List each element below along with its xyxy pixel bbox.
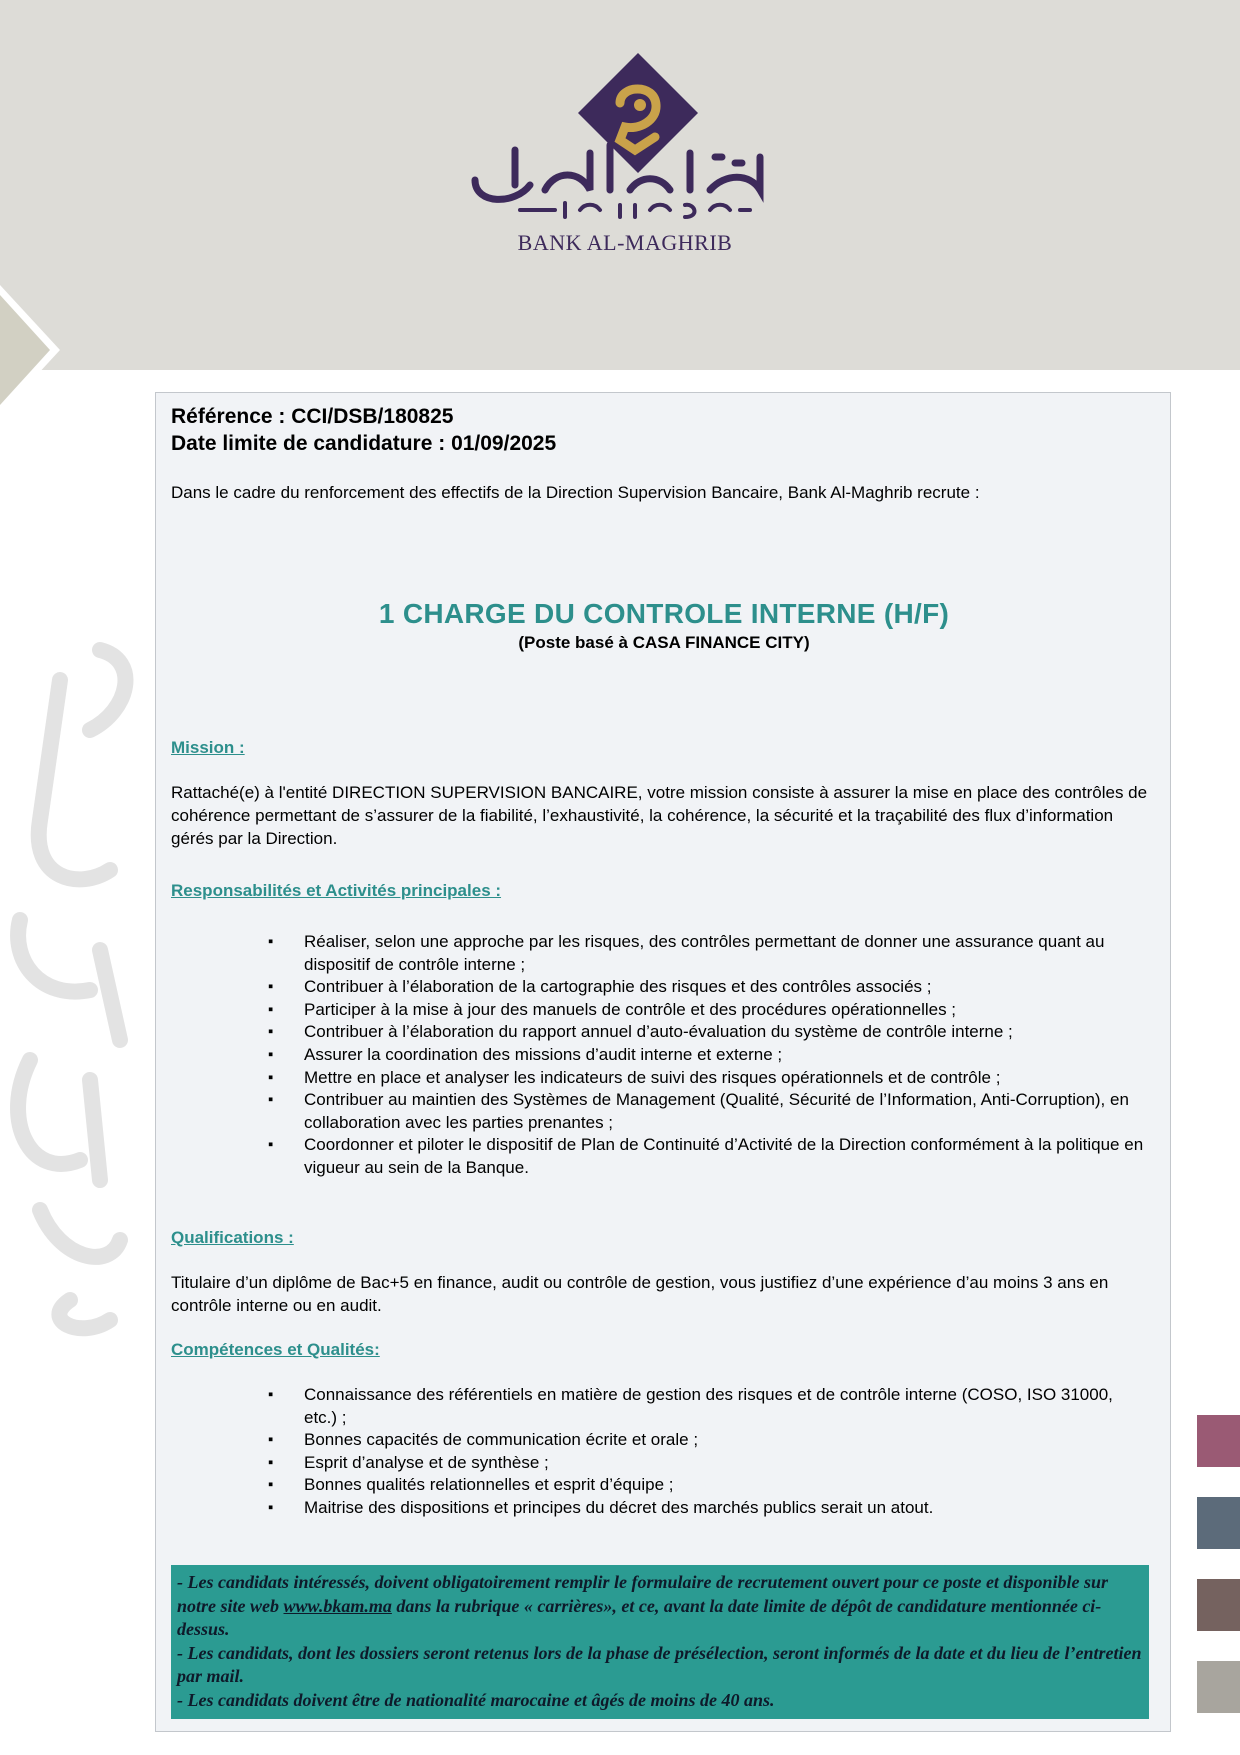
mission-heading: Mission :: [171, 738, 245, 757]
notice-line-1: [177, 1571, 1143, 1642]
logo-emblem-icon: [460, 45, 790, 230]
swatch-3: [1197, 1579, 1240, 1631]
mission-text: Rattaché(e) à l'entité DIRECTION SUPERVISION BANCAIRE, votre mission consiste à assurer la mise en place des contrôles de cohérence permettant de s’assurer de la fiabilité, l’exhaustivité, la cohérence, la sécurité et la traçabilité des flux d’information gérés par la Direction.: [171, 783, 1148, 848]
notice-text: dans la rubrique « carrières», et ce, avant la date limite de dépôt de candidature mentionnée ci-dessus.: [177, 1595, 1102, 1639]
job-title: 1 CHARGE DU CONTROLE INTERNE (H/F): [378, 598, 950, 629]
qualifications-text: Titulaire d’un diplôme de Bac+5 en finance, audit ou contrôle de gestion, vous justifiez d’une expérience d’au moins 3 ans en contrôle interne ou en audit.: [171, 1273, 1109, 1315]
list-item: ▪ Réaliser, selon une approche par les risques, des contrôles permettant de donner une assurance quant au dispositif de contrôle interne ;: [276, 931, 1146, 976]
list-item: ▪ Coordonner et piloter le dispositif de Plan de Continuité d’Activité de la Direction conformément à la politique en vigueur au sein de la Banque.: [276, 1134, 1146, 1179]
job-posting-card: [155, 392, 1171, 1732]
list-item: ▪ Contribuer à l’élaboration de la cartographie des risques et des contrôles associés ;: [276, 976, 1146, 999]
list-item: ▪ Contribuer à l’élaboration du rapport annuel d’auto-évaluation du système de contrôle interne ;: [276, 1021, 1146, 1044]
notice-text: - Les candidats intéressés, doivent obligatoirement remplir le formulaire de recrutement ouvert pour ce poste et disponible sur notre site web: [177, 1572, 1108, 1616]
skills-list: [276, 1384, 1146, 1520]
responsibilities-list: [276, 931, 1146, 1180]
list-item: ▪ Connaissance des référentiels en matière de gestion des risques et de contrôle interne (COSO, ISO 31000, etc.) ;: [276, 1384, 1146, 1429]
bank-logo: [460, 45, 780, 255]
calligraphy-watermark: [0, 620, 150, 1340]
list-item: ▪ Participer à la mise à jour des manuels de contrôle et des procédures opérationnelles ;: [276, 999, 1146, 1022]
side-arrow-decoration: [0, 285, 70, 415]
list-item: ▪ Esprit d’analyse et de synthèse ;: [276, 1452, 1146, 1475]
list-item: ▪ Bonnes capacités de communication écrite et orale ;: [276, 1429, 1146, 1452]
notice-line-2: - Les candidats, dont les dossiers seront retenus lors de la phase de présélection, seront informés de la date et du lieu de l’entretien par mail.: [177, 1642, 1142, 1686]
bank-logo-text: BANK AL-MAGHRIB: [517, 230, 733, 255]
qualifications-heading: Qualifications :: [171, 1228, 294, 1247]
responsibilities-heading: Responsabilités et Activités principales :: [171, 881, 502, 900]
reference-block: [171, 403, 556, 457]
application-notice: [171, 1565, 1149, 1719]
list-item: ▪ Mettre en place et analyser les indicateurs de suivi des risques opérationnels et de contrôle ;: [276, 1067, 1146, 1090]
intro-text: Dans le cadre du renforcement des effectifs de la Direction Supervision Bancaire, Bank Al-Maghrib recrute :: [171, 483, 980, 502]
list-item: ▪ Bonnes qualités relationnelles et esprit d’équipe ;: [276, 1474, 1146, 1497]
notice-line-3: - Les candidats doivent être de nationalité marocaine et âgés de moins de 40 ans.: [177, 1689, 775, 1710]
website-link[interactable]: www.bkam.ma: [283, 1595, 392, 1616]
deadline: Date limite de candidature : 01/09/2025: [171, 432, 557, 455]
skills-heading: Compétences et Qualités:: [171, 1340, 380, 1359]
list-item: ▪ Maitrise des dispositions et principes du décret des marchés publics serait un atout.: [276, 1497, 1146, 1520]
swatch-4: [1197, 1661, 1240, 1713]
job-location: (Poste basé à CASA FINANCE CITY): [518, 633, 810, 652]
swatch-1: [1197, 1415, 1240, 1467]
swatch-2: [1197, 1497, 1240, 1549]
reference: Référence : CCI/DSB/180825: [171, 405, 454, 428]
list-item: ▪ Contribuer au maintien des Systèmes de Management (Qualité, Sécurité de l’Information, Anti-Corruption), en collaboration avec les parties prenantes ;: [276, 1089, 1146, 1134]
list-item: ▪ Assurer la coordination des missions d’audit interne et externe ;: [276, 1044, 1146, 1067]
